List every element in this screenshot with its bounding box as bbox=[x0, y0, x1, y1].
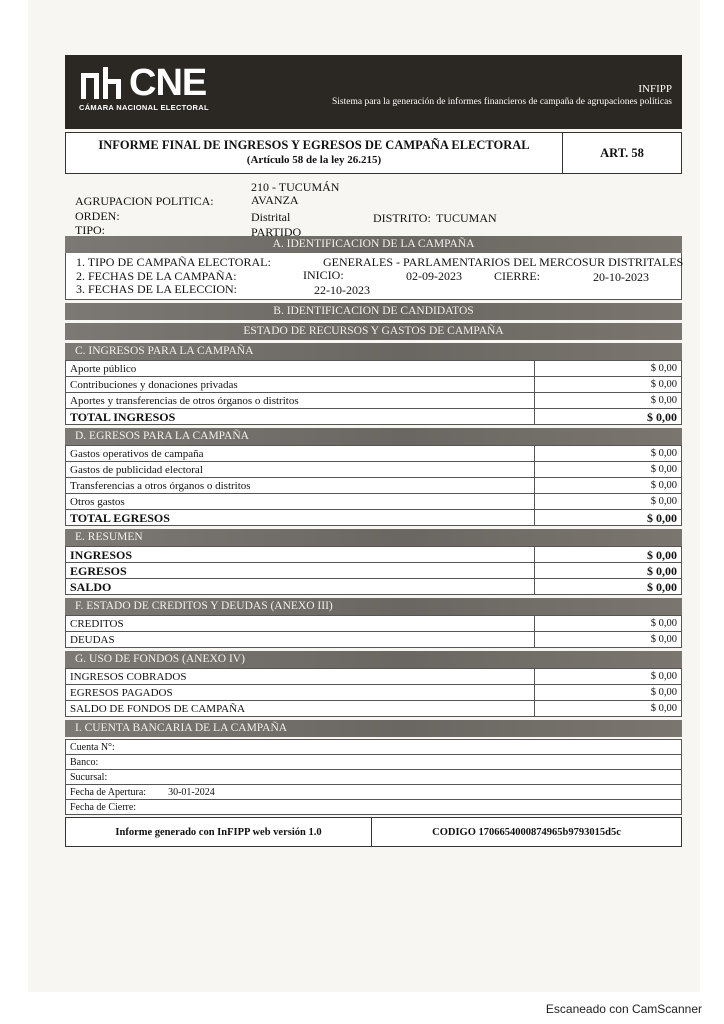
cne-logo bbox=[79, 62, 209, 112]
table-row bbox=[66, 478, 682, 494]
banco-label: Banco: bbox=[66, 755, 682, 770]
row-label: Gastos operativos de campaña bbox=[66, 446, 535, 462]
row-value: $ 0,00 bbox=[535, 393, 682, 409]
sucursal-label: Sucursal: bbox=[66, 770, 682, 785]
row-value: $ 0,00 bbox=[535, 494, 682, 510]
row-label: Aporte público bbox=[66, 361, 535, 377]
table-row bbox=[66, 701, 682, 717]
row-label: INGRESOS COBRADOS bbox=[66, 669, 535, 685]
cuenta-bancaria-table bbox=[65, 739, 682, 815]
row-label: Otros gastos bbox=[66, 494, 535, 510]
table-row bbox=[66, 755, 682, 770]
table-row bbox=[66, 563, 682, 579]
header-banner bbox=[65, 55, 682, 129]
table-row bbox=[66, 785, 682, 800]
system-description: Sistema para la generación de informes financieros de campaña de agrupaciones políticas bbox=[331, 97, 672, 107]
row-label: Aportes y transferencias de otros órganos o distritos bbox=[66, 393, 535, 409]
generated-by: Informe generado con InFIPP web versión 1.0 bbox=[66, 818, 372, 846]
fecha-eleccion-label: 3. FECHAS DE LA ELECCION: bbox=[76, 282, 238, 296]
table-row bbox=[66, 547, 682, 563]
table-row bbox=[66, 685, 682, 701]
cne-emblem-icon bbox=[79, 65, 123, 101]
report-sheet bbox=[65, 55, 682, 847]
row-value: $ 0,00 bbox=[535, 579, 682, 595]
row-value: $ 0,00 bbox=[535, 632, 682, 648]
apertura-label: Fecha de Apertura: bbox=[70, 786, 147, 798]
row-value: $ 0,00 bbox=[535, 547, 682, 563]
report-title-sub: (Artículo 58 de la ley 26.215) bbox=[246, 154, 382, 166]
table-row bbox=[66, 669, 682, 685]
table-row bbox=[66, 361, 682, 377]
row-label: CREDITOS bbox=[66, 616, 535, 632]
distrito-label: DISTRITO: bbox=[373, 211, 431, 225]
total-egresos-value: $ 0,00 bbox=[535, 510, 682, 526]
distrito-value: TUCUMAN bbox=[436, 211, 497, 225]
row-label: INGRESOS bbox=[66, 547, 535, 563]
article-label: ART. 58 bbox=[600, 145, 644, 160]
row-value: $ 0,00 bbox=[535, 669, 682, 685]
table-row bbox=[66, 377, 682, 393]
total-row bbox=[66, 510, 682, 526]
report-title-main: INFORME FINAL DE INGRESOS Y EGRESOS DE CAMPAÑA ELECTORAL bbox=[98, 138, 530, 152]
table-row bbox=[66, 740, 682, 755]
row-value: $ 0,00 bbox=[535, 701, 682, 717]
tipo-campana-label: 1. TIPO DE CAMPAÑA ELECTORAL: bbox=[76, 255, 271, 269]
agrupacion-name: AVANZA bbox=[251, 193, 299, 207]
resumen-table bbox=[65, 546, 682, 595]
report-title-box bbox=[65, 132, 682, 174]
table-row bbox=[66, 579, 682, 595]
table-row bbox=[66, 494, 682, 510]
row-value: $ 0,00 bbox=[535, 377, 682, 393]
row-value: $ 0,00 bbox=[535, 616, 682, 632]
apertura-value: 30-01-2024 bbox=[168, 786, 215, 798]
egresos-table bbox=[65, 445, 682, 526]
row-label: EGRESOS PAGADOS bbox=[66, 685, 535, 701]
section-i-header: I. CUENTA BANCARIA DE LA CAMPAÑA bbox=[65, 720, 682, 737]
campaign-identification bbox=[65, 253, 682, 300]
scanned-page bbox=[28, 0, 700, 992]
row-label: DEUDAS bbox=[66, 632, 535, 648]
row-value: $ 0,00 bbox=[535, 446, 682, 462]
row-label: SALDO bbox=[66, 579, 535, 595]
tipo-label: TIPO: bbox=[75, 223, 105, 237]
row-value: $ 0,00 bbox=[535, 685, 682, 701]
report-title bbox=[66, 133, 563, 173]
report-code: CODIGO 1706654000874965b9793015d5c bbox=[432, 826, 621, 838]
system-code: INFIPP bbox=[638, 83, 672, 95]
table-row bbox=[66, 632, 682, 648]
row-label: SALDO DE FONDOS DE CAMPAÑA bbox=[66, 701, 535, 717]
fechas-campana-label: 2. FECHAS DE LA CAMPAÑA: bbox=[76, 269, 237, 283]
section-d-header: D. EGRESOS PARA LA CAMPAÑA bbox=[65, 428, 682, 445]
estado-header: ESTADO DE RECURSOS Y GASTOS DE CAMPAÑA bbox=[65, 323, 682, 340]
table-row bbox=[66, 770, 682, 785]
fecha-eleccion-value: 22-10-2023 bbox=[314, 283, 370, 297]
table-row bbox=[66, 800, 682, 815]
row-label: Contribuciones y donaciones privadas bbox=[66, 377, 535, 393]
agrupacion-label: AGRUPACION POLITICA: bbox=[75, 194, 214, 208]
cierre-label: Fecha de Cierre: bbox=[66, 800, 682, 815]
logo-subtitle: CÁMARA NACIONAL ELECTORAL bbox=[79, 103, 209, 112]
total-ingresos-label: TOTAL INGRESOS bbox=[66, 409, 535, 425]
section-g-header: G. USO DE FONDOS (ANEXO IV) bbox=[65, 651, 682, 668]
tipo-value: PARTIDO bbox=[251, 225, 302, 239]
cuenta-label: Cuenta N°: bbox=[66, 740, 682, 755]
total-ingresos-value: $ 0,00 bbox=[535, 409, 682, 425]
table-row bbox=[66, 446, 682, 462]
row-value: $ 0,00 bbox=[535, 361, 682, 377]
section-c-header: C. INGRESOS PARA LA CAMPAÑA bbox=[65, 343, 682, 360]
section-e-header: E. RESUMEN bbox=[65, 529, 682, 546]
table-row bbox=[66, 616, 682, 632]
table-row bbox=[66, 393, 682, 409]
cierre-label: CIERRE: bbox=[494, 269, 541, 283]
inicio-value: 02-09-2023 bbox=[406, 269, 462, 283]
section-b-header: B. IDENTIFICACION DE CANDIDATOS bbox=[65, 303, 682, 320]
row-label: Gastos de publicidad electoral bbox=[66, 462, 535, 478]
row-value: $ 0,00 bbox=[535, 462, 682, 478]
cierre-value: 20-10-2023 bbox=[593, 270, 649, 284]
camscanner-watermark: Escaneado con CamScanner bbox=[545, 1002, 702, 1016]
apertura-cell bbox=[66, 785, 682, 800]
total-egresos-label: TOTAL EGRESOS bbox=[66, 510, 535, 526]
logo-text: CNE bbox=[129, 62, 207, 104]
row-value: $ 0,00 bbox=[535, 478, 682, 494]
party-info bbox=[65, 174, 682, 239]
table-row bbox=[66, 462, 682, 478]
total-row bbox=[66, 409, 682, 425]
row-label: Transferencias a otros órganos o distritos bbox=[66, 478, 535, 494]
creditos-deudas-table bbox=[65, 615, 682, 648]
tipo-campana-value: GENERALES - PARLAMENTARIOS DEL MERCOSUR DISTRITALES bbox=[323, 255, 684, 269]
report-footer bbox=[65, 817, 682, 847]
section-a-header: A. IDENTIFICACION DE LA CAMPAÑA bbox=[65, 236, 682, 253]
row-value: $ 0,00 bbox=[535, 563, 682, 579]
orden-value: Distrital bbox=[251, 210, 291, 224]
inicio-label: INICIO: bbox=[303, 268, 344, 282]
section-f-header: F. ESTADO DE CREDITOS Y DEUDAS (ANEXO III) bbox=[65, 598, 682, 615]
agrupacion-code: 210 - TUCUMÁN bbox=[251, 180, 340, 194]
uso-fondos-table bbox=[65, 668, 682, 717]
ingresos-table bbox=[65, 360, 682, 425]
orden-label: ORDEN: bbox=[75, 209, 120, 223]
row-label: EGRESOS bbox=[66, 563, 535, 579]
